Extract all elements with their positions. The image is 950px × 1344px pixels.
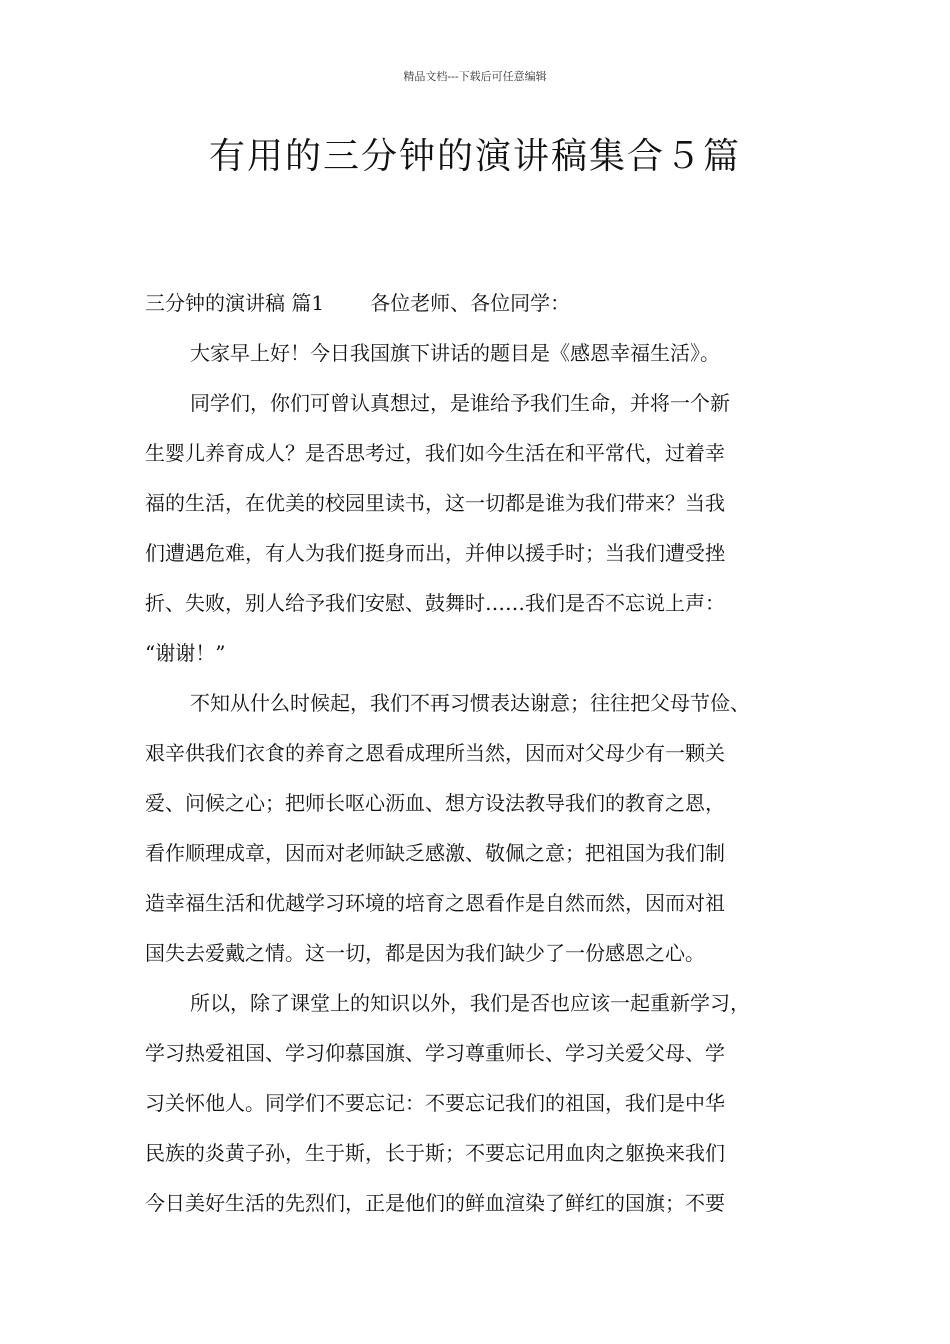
- paragraph-line: 折、失败，别人给予我们安慰、鼓舞时……我们是否不忘说上声：: [145, 591, 725, 615]
- page-header-note: 精品文档---下载后可任意编辑: [403, 70, 547, 83]
- paragraph-line: 爱、问候之心；把师长呕心沥血、想方设法教导我们的教育之恩，: [145, 791, 725, 815]
- paragraph-line: 民族的炎黄子孙，生于斯，长于斯；不要忘记用血肉之躯换来我们: [145, 1141, 725, 1165]
- document-body: [145, 278, 825, 1228]
- paragraph-line: 艰辛供我们衣食的养育之恩看成理所当然，因而对父母少有一颗关: [145, 741, 725, 765]
- paragraph-line: 大家早上好！今日我国旗下讲话的题目是《感恩幸福生活》。: [190, 341, 720, 365]
- paragraph-line: 同学们，你们可曾认真想过，是谁给予我们生命，并将一个新: [190, 391, 730, 415]
- paragraph-line: “谢谢！”: [145, 641, 226, 665]
- section-heading: 三分钟的演讲稿 篇1: [145, 291, 325, 315]
- paragraph-line: 今日美好生活的先烈们，正是他们的鲜血渲染了鲜红的国旗；不要: [145, 1191, 725, 1215]
- paragraph-line: 所以，除了课堂上的知识以外，我们是否也应该一起重新学习，: [190, 991, 750, 1015]
- paragraph-line: 国失去爱戴之情。这一切，都是因为我们缺少了一份感恩之心。: [145, 941, 705, 965]
- paragraph-line: 福的生活，在优美的校园里读书，这一切都是谁为我们带来？当我: [145, 491, 725, 515]
- paragraph-line: 习关怀他人。同学们不要忘记：不要忘记我们的祖国，我们是中华: [145, 1091, 725, 1115]
- salutation: 各位老师、各位同学：: [370, 291, 571, 315]
- paragraph-line: 看作顺理成章，因而对老师缺乏感激、敬佩之意；把祖国为我们制: [145, 841, 725, 865]
- document-title: 有用的三分钟的演讲稿集合５篇: [208, 136, 741, 177]
- paragraph-line: 不知从什么时候起，我们不再习惯表达谢意；往往把父母节俭、: [190, 691, 750, 715]
- section-heading-line: [145, 278, 825, 328]
- paragraph-line: 造幸福生活和优越学习环境的培育之恩看作是自然而然，因而对祖: [145, 891, 725, 915]
- paragraph-line: 学习热爱祖国、学习仰慕国旗、学习尊重师长、学习关爱父母、学: [145, 1041, 725, 1065]
- paragraph-line: 生婴儿养育成人？是否思考过，我们如今生活在和平常代，过着幸: [145, 441, 725, 465]
- paragraph-line: 们遭遇危难，有人为我们挺身而出，并伸以援手时；当我们遭受挫: [145, 541, 725, 565]
